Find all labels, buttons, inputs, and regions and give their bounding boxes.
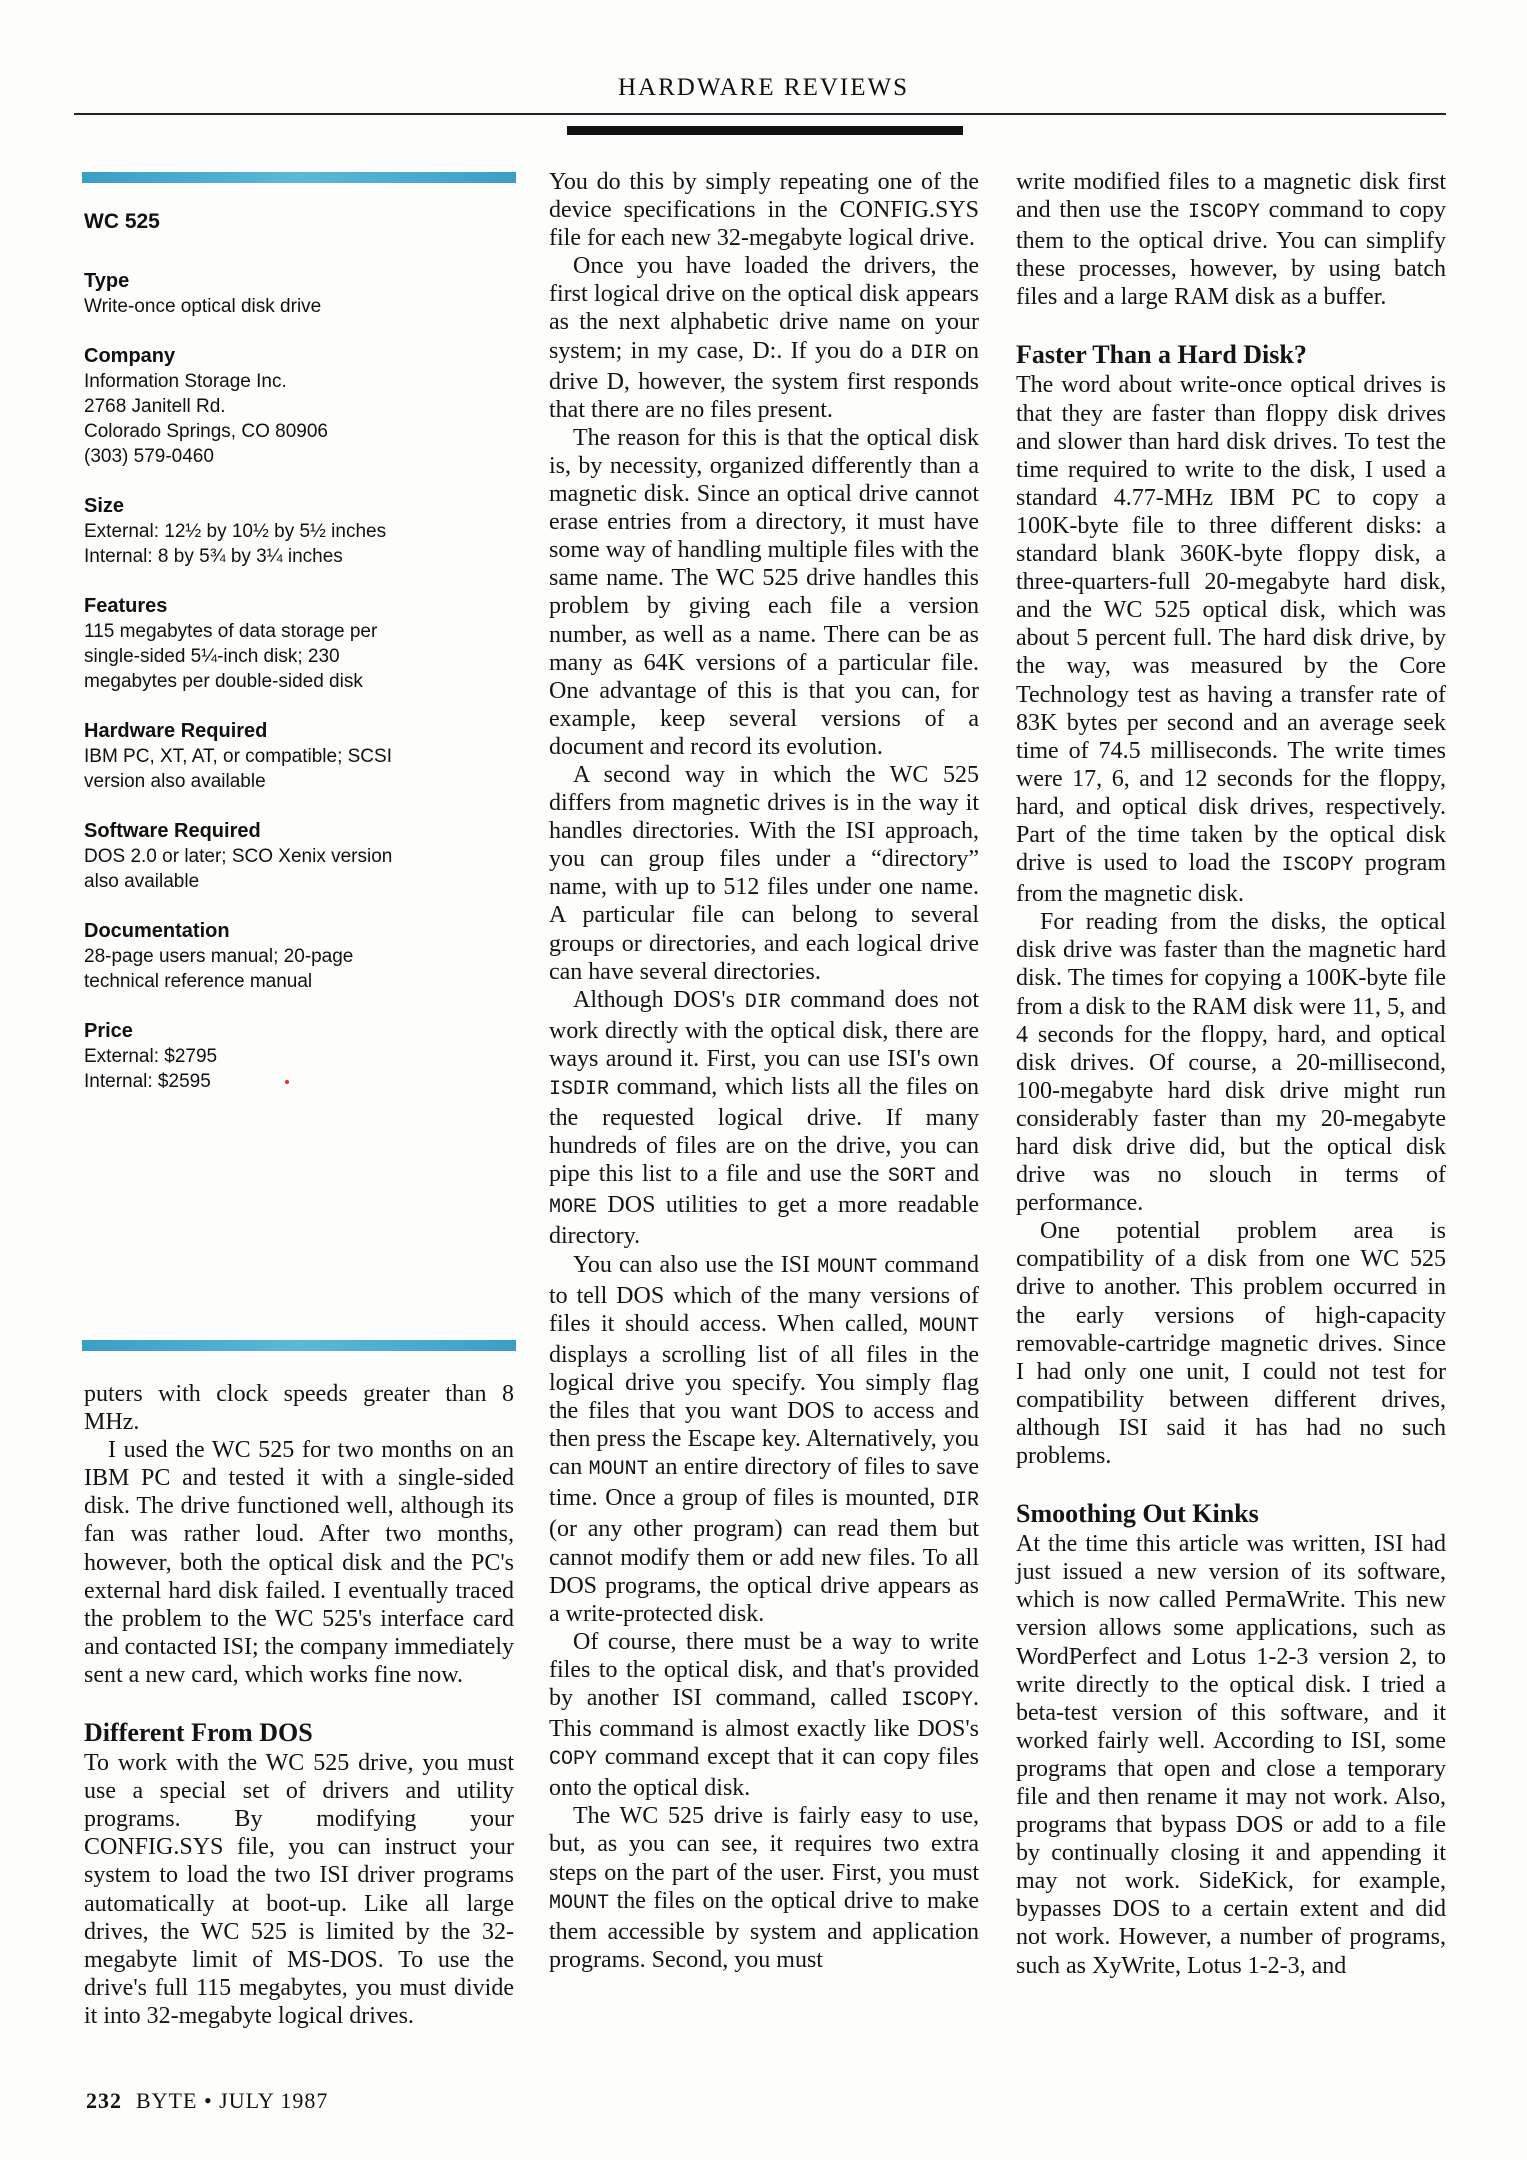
spec-label: Features: [84, 595, 168, 617]
code-term: ISCOPY: [1187, 201, 1260, 225]
code-term: DIR: [744, 990, 781, 1014]
spec-documentation: [84, 918, 514, 994]
spec-line: Colorado Springs, CO 80906: [84, 421, 328, 442]
paragraph: Although DOS's DIR command does not work directly with the optical disk, there are ways around it. First, you can use ISI's own ISDIR command, which lists all the files on the requested logical drive. If many hundreds of files are on the drive, you can pipe this list to a file and use the SORT and MORE DOS utilities to get a more readable directory.: [549, 986, 980, 1250]
paragraph: The reason for this is that the optical disk is, by necessity, organized differently than a magnetic disk. Since an optical drive cannot erase entries from a directory, it must have some way of handling multiple files with the same name. The WC 525 drive handles this problem by giving each file a version number, as well as a name. There can be as many as 64K versions of a particular file. One advantage of this is that you can, for example, keep several versions of a document and record its evolution.: [549, 424, 979, 760]
paragraph: A second way in which the WC 525 differs from magnetic drives is in the way it handles directories. With the ISI approach, you can group files under a “directory” name, with up to 512 files under one name. A particular file can belong to several groups or directories, and each logical drive can have several directories.: [549, 761, 979, 985]
code-term: DIR: [942, 1489, 979, 1513]
spec-line: Write-once optical disk drive: [84, 296, 322, 317]
section-header: HARDWARE REVIEWS: [617, 74, 909, 101]
paragraph: For reading from the disks, the optical disk drive was faster than the magnetic hard disk. The times for copying a 100K-byte file from a disk to the RAM disk were 11, 5, and 4 seconds for the floppy, hard, and optical disk drives. Of course, a 20-millisecond, 100-megabyte hard disk drive might run considerably faster than my 20-megabyte hard disk drive did, but the optical disk drive was no slouch in terms of performance.: [1016, 909, 1446, 1217]
spec-line: 2768 Janitell Rd.: [84, 396, 226, 417]
spec-line: Internal: $2595: [84, 1071, 211, 1092]
spec-line: single-sided 5¼-inch disk; 230: [84, 646, 340, 667]
spec-box-top-bar: [82, 172, 516, 183]
subheading: Smoothing Out Kinks: [1016, 1499, 1259, 1529]
spec-line: Internal: 8 by 5¾ by 3¼ inches: [84, 546, 343, 567]
spec-software-required: [84, 818, 514, 894]
paragraph: To work with the WC 525 drive, you must use a special set of drivers and utility programs. By modifying your CONFIG.SYS file, you can instruct your system to load the two ISI driver programs automatically at boot-up. Like all large drives, the WC 525 is limited by the 32-megabyte limit of MS-DOS. To use the drive's full 115 megabytes, you must divide it into 32-megabyte logical drives.: [84, 1750, 514, 2029]
spec-line: also available: [84, 871, 200, 892]
spec-line: External: 12½ by 10½ by 5½ inches: [84, 521, 387, 542]
spec-line: External: $2795: [84, 1046, 218, 1067]
paragraph: One potential problem area is compatibility of a disk from one WC 525 drive to another. This problem occurred in the early versions of high-capacity removable-cartridge magnetic drives. Since I had only one unit, I could not test for compatibility between different drives, although ISI said it has had no such problems.: [1016, 1218, 1446, 1470]
article-column-1: [84, 1380, 514, 2030]
product-name: WC 525: [84, 210, 160, 233]
spec-label: Price: [84, 1020, 133, 1042]
paragraph: write modified files to a magnetic disk first and then use the ISCOPY command to copy them to the optical drive. You can simplify these processes, however, by using batch files and a large RAM disk as a buffer.: [1016, 169, 1446, 311]
code-term: ISCOPY: [900, 1688, 973, 1712]
code-term: MOUNT: [588, 1458, 649, 1482]
spec-label: Software Required: [84, 820, 261, 842]
spec-label: Company: [84, 345, 176, 367]
paragraph: Once you have loaded the drivers, the first logical drive on the optical disk appears as the next alphabetic drive name on your system; in my case, D:. If you do a DIR on drive D, however, the system first responds that there are no files present.: [549, 253, 980, 423]
code-term: MORE: [549, 1196, 598, 1220]
paragraph: The word about write-once optical drives is that they are faster than floppy disk drives and slower than hard disk drives. To test the time required to write to the disk, I used a standard 4.77-MHz IBM PC to copy a 100K-byte file to three different disks: a standard blank 360K-byte floppy disk, a three-quarters-full 20-megabyte hard disk, and the WC 525 optical disk, which was about 5 percent full. The hard disk drive, by the way, was measured by the Core Technology test as having a transfer rate of 83K bytes per second and an average seek time of 74.5 milliseconds. The write times were 17, 6, and 12 seconds for the floppy, hard, and optical disk drives, respectively. Part of the time taken by the optical disk drive is used to load the ISCOPY program from the magnetic disk.: [1016, 372, 1447, 908]
code-term: MOUNT: [918, 1314, 979, 1338]
spec-company: [84, 343, 514, 469]
code-term: SORT: [887, 1165, 936, 1189]
code-term: MOUNT: [549, 1891, 610, 1915]
spec-label: Type: [84, 270, 130, 292]
page-footer: [86, 2088, 328, 2114]
paragraph: puters with clock speeds greater than 8 MHz.: [84, 1381, 514, 1436]
article-column-2: [549, 168, 979, 1974]
spec-line: DOS 2.0 or later; SCO Xenix version: [84, 846, 393, 867]
spec-line: (303) 579-0460: [84, 446, 214, 467]
header-rule: [74, 113, 1446, 115]
spec-label: Size: [84, 495, 125, 517]
spec-line: version also available: [84, 771, 266, 792]
paragraph: You can also use the ISI MOUNT command to tell DOS which of the many versions of files it should access. When called, MOUNT displays a scrolling list of all files in the logical drive you specify. You simply flag the files that you want DOS to access and then press the Escape key. Alternatively, you can MOUNT an entire directory of files to save time. Once a group of files is mounted, DIR (or any other program) can read them but cannot modify them or add new files. To all DOS programs, the optical drive appears as a write-protected disk.: [549, 1251, 980, 1627]
spec-price: [84, 1018, 514, 1094]
code-term: ISDIR: [549, 1078, 610, 1101]
spec-line: IBM PC, XT, AT, or compatible; SCSI: [84, 746, 392, 767]
spec-label: Hardware Required: [84, 720, 268, 742]
spec-type: [84, 268, 514, 319]
paragraph: The WC 525 drive is fairly easy to use, but, as you can see, it requires two extra steps on the part of the user. First, you must MOUNT the files on the optical drive to make them accessible by system and application programs. Second, you must: [549, 1803, 979, 1973]
header-bar: [567, 126, 963, 135]
page-number: 232: [86, 2088, 122, 2113]
spec-sidebar: [84, 210, 514, 1118]
paragraph: I used the WC 525 for two months on an IBM PC and tested it with a single-sided disk. The drive functioned well, although its fan was rather loud. After two months, however, both the optical disk and the PC's external hard disk failed. I eventually traced the problem to the WC 525's interface card and contacted ISI; the company immediately sent a new card, which works fine now.: [84, 1437, 514, 1688]
spec-hardware-required: [84, 718, 514, 794]
magazine-issue: BYTE • JULY 1987: [136, 2088, 329, 2113]
paragraph: At the time this article was written, ISI had just issued a new version of its software, which is now called PermaWrite. This new version allows some applications, such as WordPerfect and Lotus 1-2-3 version 2, to write directly to the optical disk. I tried a beta-test version of this software, and it worked fairly well. According to ISI, some programs that open and close a temporary file and then rename it may not work. Also, programs that bypass DOS or add to a file by continually closing it and appending it may not work. SideKick, for example, bypasses DOS to a certain extent and did not work. However, a number of programs, such as XyWrite, Lotus 1-2-3, and: [1016, 1531, 1446, 1979]
spec-line: technical reference manual: [84, 971, 313, 992]
ink-speck: [285, 1080, 289, 1084]
code-term: MOUNT: [817, 1255, 878, 1279]
code-term: DIR: [910, 341, 947, 365]
spec-box-bottom-bar: [82, 1340, 516, 1351]
spec-label: Documentation: [84, 920, 230, 942]
paragraph: Of course, there must be a way to write files to the optical disk, and that's provided by another ISI command, called ISCOPY. This command is almost exactly like DOS's COPY command except that it can copy files onto the optical disk.: [549, 1628, 979, 1802]
spec-line: megabytes per double-sided disk: [84, 671, 363, 692]
code-term: COPY: [549, 1748, 598, 1772]
subheading: Faster Than a Hard Disk?: [1016, 340, 1307, 370]
spec-features: [84, 593, 514, 694]
code-term: ISCOPY: [1281, 854, 1354, 878]
spec-line: 115 megabytes of data storage per: [84, 621, 378, 642]
spec-line: Information Storage Inc.: [84, 371, 287, 392]
subheading: Different From DOS: [84, 1718, 313, 1748]
article-column-3: [1016, 168, 1446, 1980]
paragraph: You do this by simply repeating one of the device specifications in the CONFIG.SYS file for each new 32-megabyte logical drive.: [549, 169, 979, 252]
spec-line: 28-page users manual; 20-page: [84, 946, 354, 967]
spec-size: [84, 493, 514, 569]
